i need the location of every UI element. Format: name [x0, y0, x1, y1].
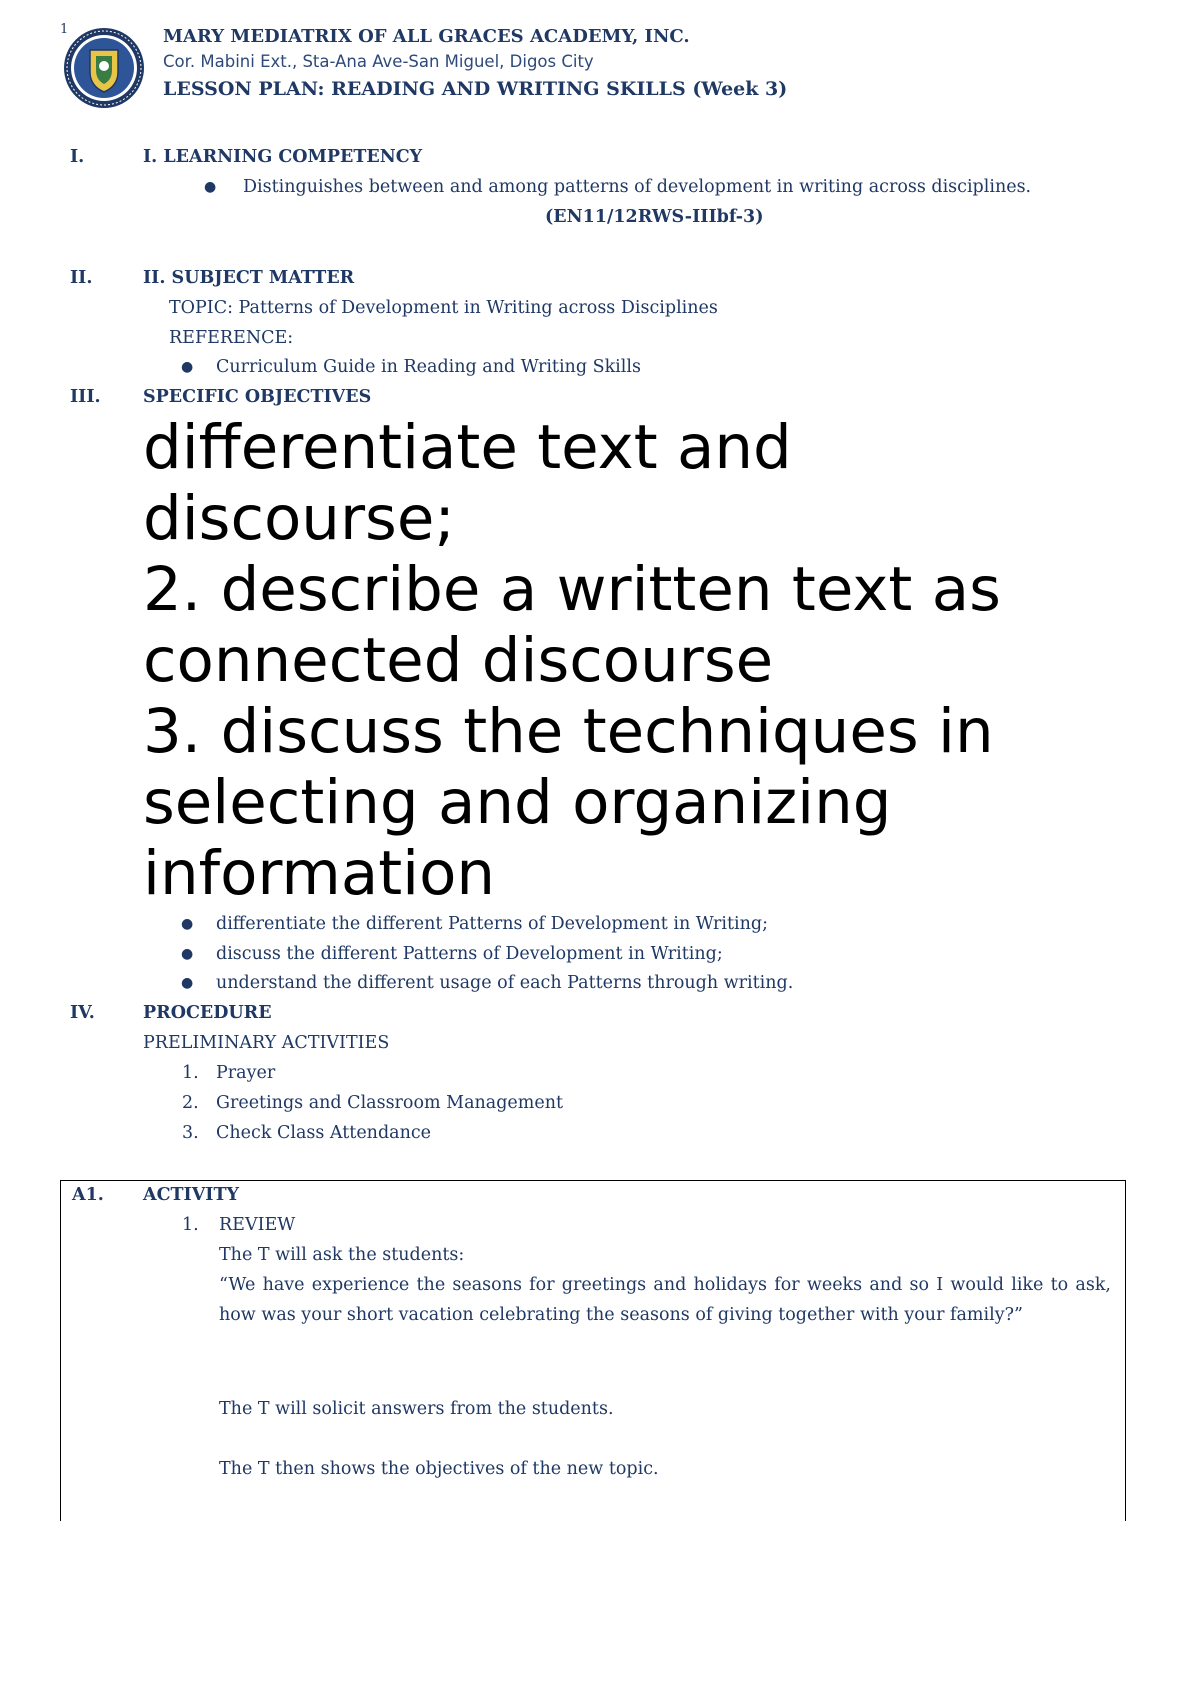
school-name: MARY MEDIATRIX OF ALL GRACES ACADEMY, INC.	[163, 26, 690, 47]
bullet-icon: ●	[204, 179, 217, 195]
review-question: “We have experience the seasons for greetings and holidays for weeks and so I would like to ask, how was your short vacation celebrating the seasons of giving together with your family?”	[219, 1275, 1111, 1325]
section-number: IV.	[70, 1003, 95, 1023]
review-intro: The T will ask the students:	[219, 1245, 465, 1265]
objective-bullet: discuss the different Patterns of Development in Writing;	[216, 944, 723, 964]
list-number: 2.	[182, 1093, 199, 1113]
objectives-large-text	[143, 412, 1143, 909]
competency-text: Distinguishes between and among patterns of development in writing across disciplines.	[243, 177, 1032, 197]
section-heading: PROCEDURE	[143, 1003, 272, 1023]
list-item: Prayer	[216, 1063, 276, 1083]
bullet-icon: ●	[181, 946, 194, 962]
school-address: Cor. Mabini Ext., Sta-Ana Ave-San Miguel, Digos City	[163, 52, 594, 71]
objective-bullet: understand the different usage of each Patterns through writing.	[216, 973, 794, 993]
activity-heading: ACTIVITY	[143, 1185, 239, 1205]
section-number: III.	[70, 387, 101, 407]
objective-line: 2. describe a written text as	[143, 554, 1001, 625]
objective-bullet: differentiate the different Patterns of Development in Writing;	[216, 914, 768, 934]
review-label: REVIEW	[219, 1215, 296, 1235]
list-item: Check Class Attendance	[216, 1123, 432, 1143]
section-heading: SPECIFIC OBJECTIVES	[143, 387, 372, 407]
objective-line: discourse;	[143, 483, 455, 554]
reference-item: Curriculum Guide in Reading and Writing Skills	[216, 357, 641, 377]
bullet-icon: ●	[181, 359, 194, 375]
list-number: 1.	[182, 1215, 199, 1235]
section-number: I.	[70, 147, 85, 167]
page-number: 1	[60, 22, 69, 37]
section-number: II.	[70, 268, 93, 288]
section-heading: II. SUBJECT MATTER	[143, 268, 355, 288]
review-instruction: The T then shows the objectives of the new topic.	[219, 1459, 659, 1479]
reference-label: REFERENCE:	[169, 328, 294, 348]
bullet-icon: ●	[181, 975, 194, 991]
list-number: 1.	[182, 1063, 199, 1083]
preliminary-heading: PRELIMINARY ACTIVITIES	[143, 1033, 390, 1053]
list-item: Greetings and Classroom Management	[216, 1093, 564, 1113]
activity-label: A1.	[72, 1185, 104, 1205]
lesson-plan-title: LESSON PLAN: READING AND WRITING SKILLS (Week 3)	[163, 78, 788, 100]
objective-line: connected discourse	[143, 625, 774, 696]
list-number: 3.	[182, 1123, 199, 1143]
objective-line: 3. discuss the techniques in	[143, 696, 994, 767]
bullet-icon: ●	[181, 916, 194, 932]
objective-line: differentiate text and	[143, 412, 792, 483]
objective-line: selecting and organizing	[143, 767, 892, 838]
school-seal-logo	[62, 26, 146, 110]
objective-line: information	[143, 838, 496, 909]
review-instruction: The T will solicit answers from the students.	[219, 1399, 614, 1419]
competency-code: (EN11/12RWS-IIIbf-3)	[545, 207, 764, 227]
topic-text: TOPIC: Patterns of Development in Writing across Disciplines	[169, 298, 718, 318]
section-heading: I. LEARNING COMPETENCY	[143, 147, 423, 167]
